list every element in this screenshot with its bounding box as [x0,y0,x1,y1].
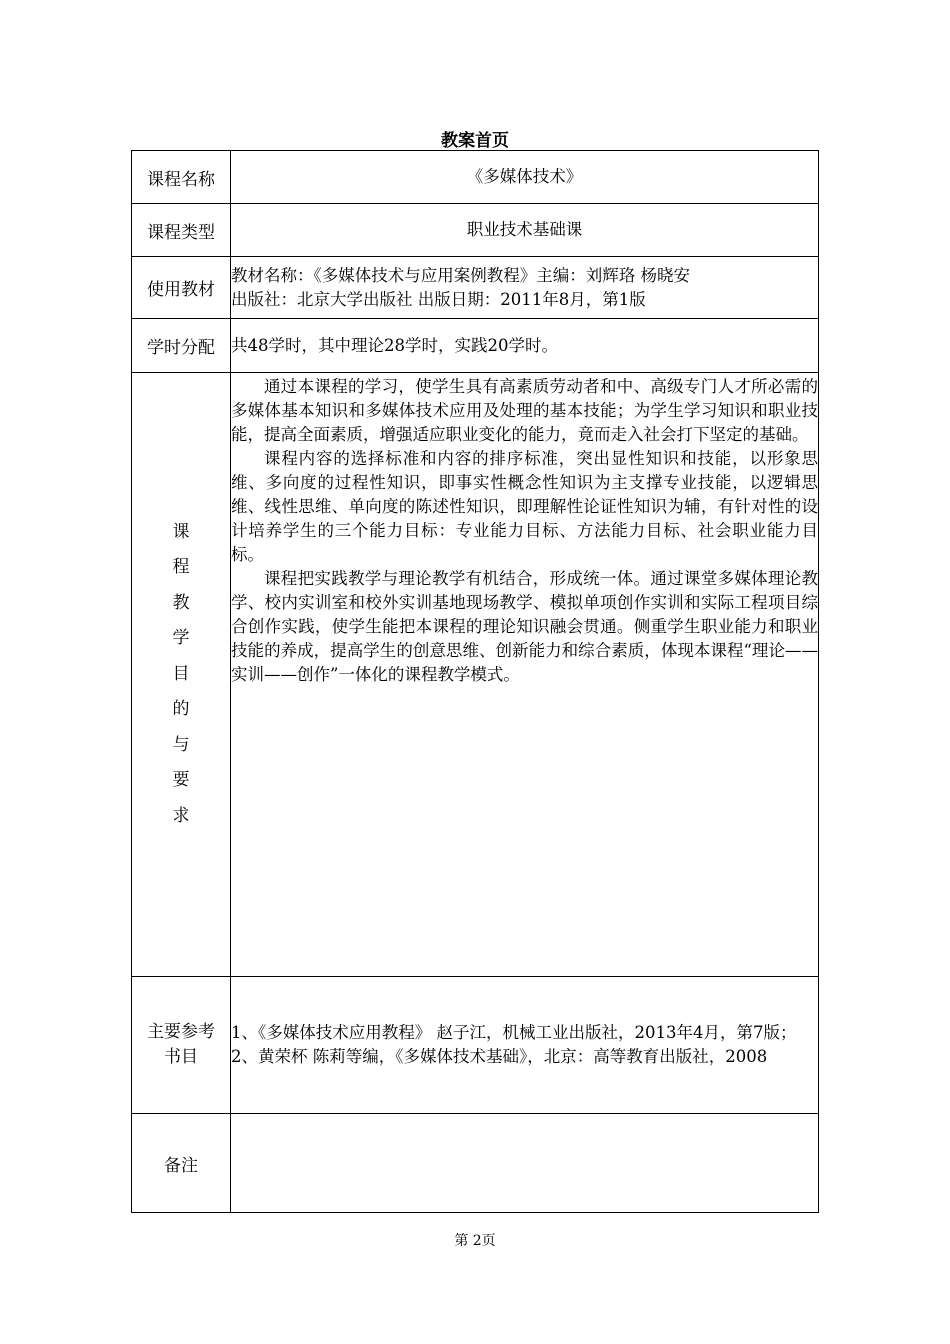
references-label-line-1: 主要参考 [147,1022,215,1042]
textbook-label: 使用教材 [132,257,231,319]
references-label-line-2: 书目 [164,1047,198,1067]
notes-value [231,1114,819,1213]
notes-label: 备注 [132,1114,231,1213]
goals-label-char: 课 [172,521,190,542]
lesson-plan-table [131,150,819,1213]
textbook-line-1: 教材名称：《多媒体技术与应用案例教程》主编：刘辉珞 杨晓安 [231,265,690,285]
references-content [231,977,819,1114]
row-course-type [132,204,819,257]
row-hours [132,319,819,373]
page-title: 教案首页 [441,131,509,151]
row-references [132,977,819,1114]
course-name-label: 课程名称 [132,151,231,204]
hours-value: 共48学时，其中理论28学时，实践20学时。 [231,319,819,373]
goals-label-char: 的 [172,699,190,720]
goals-label-char: 目 [172,663,190,684]
goals-label-char: 教 [172,592,190,613]
goals-label-char: 要 [172,770,190,791]
goals-paragraph-2: 课程内容的选择标准和内容的排序标准，突出显性知识和技能，以形象思维、多向度的过程性知识，即事实性概念性知识为主支撑专业技能，以逻辑思维、线性思维、单向度的陈述性知识，即理解性论证性知识为辅，有针对性的设计培养学生的三个能力目标：专业能力目标、方法能力目标、社会职业能力目标。 [231,449,818,564]
textbook-line-2: 出版社：北京大学出版社 出版日期：2011年8月，第1版 [231,289,646,309]
row-notes [132,1114,819,1213]
goals-content [231,373,819,977]
textbook-value [231,257,819,319]
goals-label-char: 与 [172,734,190,755]
goals-label-char: 求 [172,805,190,826]
goals-label-char: 学 [172,628,190,649]
goals-label [132,373,231,977]
goals-paragraph-3: 课程把实践教学与理论教学有机结合，形成统一体。通过课堂多媒体理论教学、校内实训室和校外实训基地现场教学、模拟单项创作实训和实际工程项目综合创作实践，使学生能把本课程的理论知识融会贯通。侧重学生职业能力和职业技能的养成，提高学生的创意思维、创新能力和综合素质，体现本课程“理论——实训——创作”一体化的课程教学模式。 [231,569,818,684]
page-number: 第 2页 [454,1233,496,1249]
goals-label-char: 程 [172,557,190,578]
course-name-value: 《多媒体技术》 [231,151,819,204]
reference-item-2: 2、黄荣杯 陈莉等编，《多媒体技术基础》，北京：高等教育出版社，2008 [231,1047,768,1066]
references-label [132,977,231,1114]
course-type-value: 职业技术基础课 [231,204,819,257]
goals-paragraph-1: 通过本课程的学习，使学生具有高素质劳动者和中、高级专门人才所必需的多媒体基本知识和多媒体技术应用及处理的基本技能；为学生学习知识和职业技能，提高全面素质，增强适应职业变化的能力，竟而走入社会打下坚定的基础。 [231,377,818,444]
hours-label: 学时分配 [132,319,231,373]
row-goals [132,373,819,977]
row-course-name [132,151,819,204]
row-textbook [132,257,819,319]
course-type-label: 课程类型 [132,204,231,257]
reference-item-1: 1、《多媒体技术应用教程》 赵子江，机械工业出版社，2013年4月，第7版； [231,1023,797,1042]
